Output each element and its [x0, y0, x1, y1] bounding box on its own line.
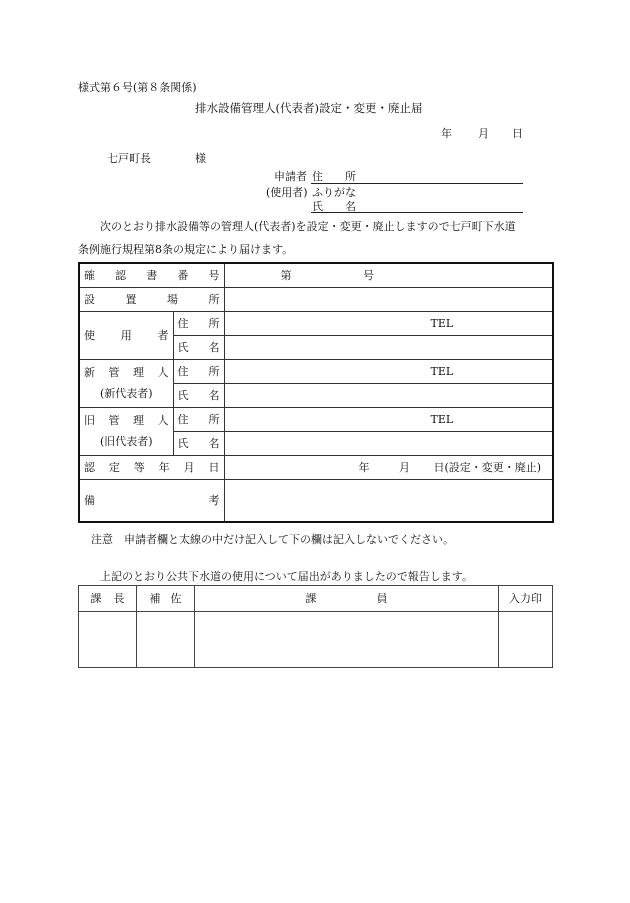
addressee-name: 七戸町長: [107, 152, 151, 165]
date-day: 日: [512, 127, 523, 140]
location-field[interactable]: [224, 287, 553, 311]
confirm-no-label: 確 認 書 番 号: [79, 263, 224, 287]
application-table: [78, 262, 554, 523]
note-text: 注意 申請者欄と太線の中だけ記入して下の欄は記入しないでください。: [91, 533, 454, 546]
input-seal-header: 入力印: [499, 586, 553, 612]
user-address-field[interactable]: TEL: [224, 311, 553, 335]
remarks-field[interactable]: [224, 479, 553, 522]
assistant-seal-cell[interactable]: [137, 612, 195, 668]
old-manager-address-label: 住 所: [173, 407, 224, 431]
staff-header: 課 員: [195, 586, 499, 612]
applicant-address-line[interactable]: [311, 183, 523, 184]
chief-header: 課 長: [79, 586, 137, 612]
user-section-label: 使 用 者: [79, 311, 173, 359]
remarks-label: 備 考: [79, 479, 224, 522]
applicant-label: 申請者: [274, 170, 307, 183]
form-number: 様式第６号(第８条関係): [78, 81, 197, 94]
new-manager-name-field[interactable]: [224, 383, 553, 407]
date-year: 年: [441, 127, 452, 140]
new-manager-label: 新 管 理 人 (新代表者): [79, 359, 173, 407]
date-month: 月: [478, 127, 489, 140]
confirm-no-field[interactable]: 第 号: [224, 263, 553, 287]
user-label: (使用者): [266, 186, 308, 199]
new-manager-name-label: 氏 名: [173, 383, 224, 407]
approval-date-field[interactable]: 年 月 日(設定・変更・廃止): [224, 455, 553, 479]
assistant-header: 補 佐: [137, 586, 195, 612]
applicant-address-label: 住 所: [312, 170, 356, 183]
office-use-table: [78, 585, 553, 668]
report-text: 上記のとおり公共下水道の使用について届出がありましたので報告します。: [100, 570, 473, 583]
applicant-name-label: 氏 名: [312, 200, 356, 213]
old-manager-name-label: 氏 名: [173, 431, 224, 455]
addressee-honorific: 様: [195, 152, 206, 165]
user-name-field[interactable]: [224, 335, 553, 359]
old-manager-address-field[interactable]: TEL: [224, 407, 553, 431]
new-manager-address-field[interactable]: TEL: [224, 359, 553, 383]
location-label: 設 置 場 所: [79, 287, 224, 311]
user-address-label: 住 所: [173, 311, 224, 335]
staff-seal-cell[interactable]: [195, 612, 499, 668]
applicant-furigana-label: ふりがな: [312, 186, 356, 199]
input-seal-cell[interactable]: [499, 612, 553, 668]
new-manager-address-label: 住 所: [173, 359, 224, 383]
intro-line-2: 条例施行規程第8条の規定により届けます。: [78, 243, 294, 256]
approval-date-label: 認 定 等 年 月 日: [79, 455, 224, 479]
form-title: 排水設備管理人(代表者)設定・変更・廃止届: [195, 101, 423, 115]
old-manager-label: 旧 管 理 人 (旧代表者): [79, 407, 173, 455]
applicant-name-line[interactable]: [311, 212, 523, 213]
user-name-label: 氏 名: [173, 335, 224, 359]
intro-line-1: 次のとおり排水設備等の管理人(代表者)を設定・変更・廃止しますので七戸町下水道: [100, 220, 516, 233]
chief-seal-cell[interactable]: [79, 612, 137, 668]
old-manager-name-field[interactable]: [224, 431, 553, 455]
